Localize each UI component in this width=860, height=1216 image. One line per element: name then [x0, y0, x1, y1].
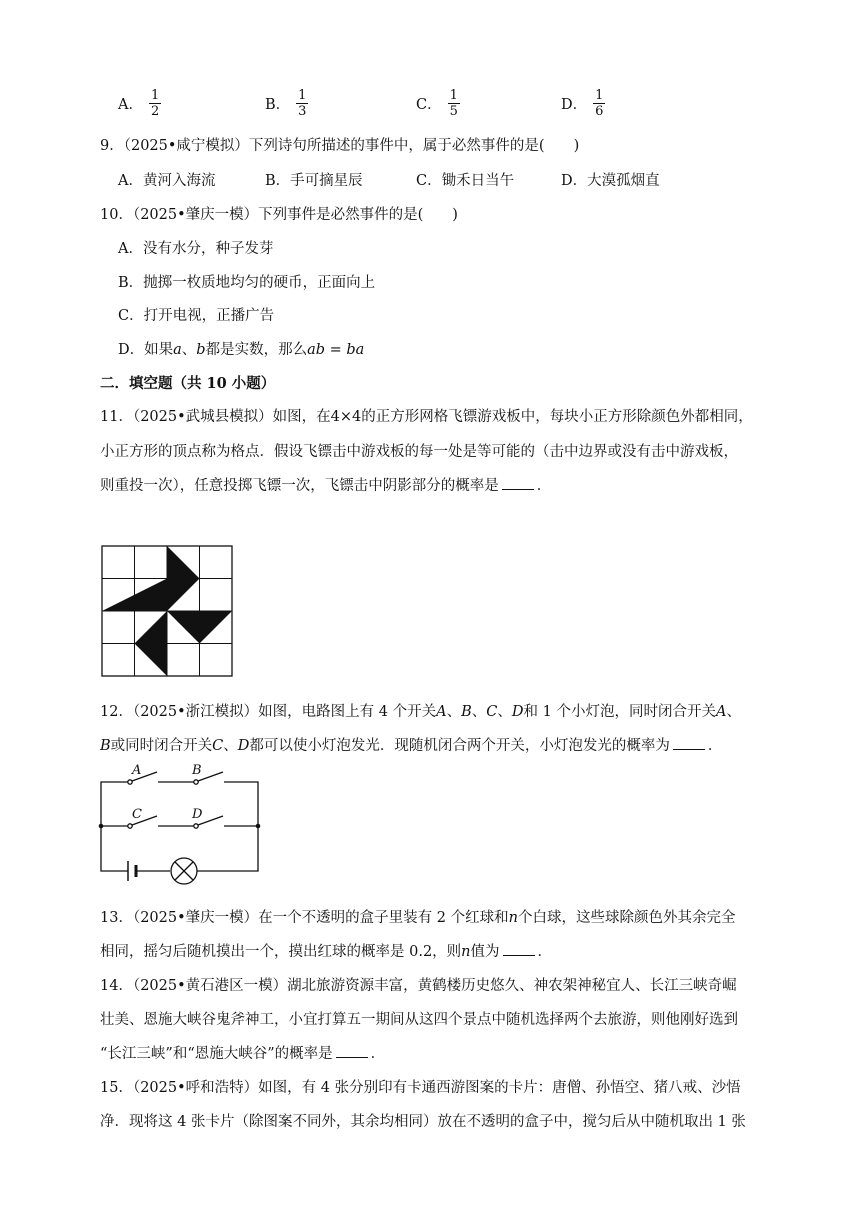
math-var: D	[237, 738, 250, 754]
switch-label-d: D	[192, 807, 203, 822]
fraction	[296, 88, 308, 119]
q9-stem: 9．（2025•咸宁模拟）下列诗句所描述的事件中，属于必然事件的是( )	[100, 138, 580, 154]
pinwheel-grid-figure	[100, 544, 234, 678]
junction-dot	[99, 824, 104, 829]
text: 的正方形网格飞镖游戏板中，每块小正方形除颜色外都相同，	[361, 409, 753, 425]
text: 值为	[470, 944, 500, 960]
numerator: 1	[449, 88, 458, 103]
math-expression: ab = ba	[307, 342, 365, 358]
switch-label-a: A	[132, 763, 142, 778]
q8-option-a[interactable]	[118, 88, 161, 119]
section-heading: 二．填空题（共 10 小题）	[100, 375, 276, 392]
text: 12．（2025•浙江模拟）如图，电路图上有 4 个开关	[100, 704, 437, 720]
math-var: n	[461, 944, 471, 960]
wire	[101, 826, 128, 871]
switch-label-b: B	[192, 763, 202, 778]
q9-option-b[interactable]: B．手可摘星辰	[265, 173, 363, 189]
q8-options	[118, 88, 758, 126]
option-letter: B．	[265, 97, 291, 113]
answer-blank[interactable]	[673, 737, 705, 750]
option-letter: D．	[561, 97, 588, 113]
text: 则重投一次），任意投掷飞镖一次，飞镖击中阴影部分的概率是	[100, 478, 499, 494]
numerator: 1	[150, 88, 160, 103]
wire	[197, 826, 258, 871]
q15-line-1: 15．（2025•呼和浩特）如图，有 4 张分别印有卡通西游图案的卡片：唐僧、孙悟空、猪八戒、沙悟	[100, 1080, 741, 1096]
switch-contact	[128, 780, 132, 784]
math-var: C	[212, 738, 224, 754]
separator: 、	[223, 738, 238, 754]
math-var: A	[715, 704, 727, 720]
numerator: 1	[298, 88, 307, 103]
math-var: n	[508, 910, 518, 926]
denominator: 3	[298, 104, 307, 119]
q10-option-d[interactable]	[118, 338, 364, 359]
text: ．	[707, 738, 723, 754]
shaded-triangle	[167, 611, 232, 644]
text: ．	[536, 478, 552, 494]
q10-option-a[interactable]: A．没有水分，种子发芽	[118, 241, 274, 257]
separator: 、	[471, 704, 487, 720]
math-var: A	[436, 704, 447, 720]
q9-option-d[interactable]: D．大漠孤烟直	[561, 173, 660, 189]
text: 13．（2025•肇庆一模）在一个不透明的盒子里装有 2 个红球和	[100, 910, 509, 926]
q11-line-3	[100, 474, 551, 495]
q9-option-c[interactable]: C．锄禾日当午	[416, 173, 515, 189]
q13-line-2	[100, 940, 552, 961]
numerator: 1	[595, 88, 604, 103]
text: 11．（2025•武城县模拟）如图，在	[100, 409, 331, 425]
q15-line-2: 净．现将这 4 张卡片（除图案不同外，其余均相同）放在不透明的盒子中，搅匀后从中随机取出 1 张	[100, 1114, 746, 1130]
text: 和 1 个小灯泡，同时闭合开关	[523, 704, 716, 720]
q8-option-c[interactable]	[416, 88, 460, 119]
math-var: b	[196, 342, 206, 358]
switch-contact	[194, 780, 198, 784]
q9-option-a[interactable]: A．黄河入海流	[118, 173, 216, 189]
text: 或同时闭合开关	[110, 738, 213, 754]
q8-option-d[interactable]	[561, 88, 605, 119]
answer-blank[interactable]	[336, 1045, 368, 1058]
switch-label-c: C	[132, 807, 142, 822]
q12-line-1	[100, 700, 741, 721]
denominator: 5	[449, 104, 458, 119]
answer-blank[interactable]	[503, 943, 535, 956]
separator: 、	[446, 704, 462, 720]
math-var: a	[173, 342, 182, 358]
option-text: D．如果	[118, 342, 174, 358]
math-var: C	[486, 704, 498, 720]
denominator: 2	[150, 104, 160, 119]
switch-contact	[128, 824, 132, 828]
text: 个白球，这些球除颜色外其余完全	[517, 910, 736, 926]
text: ．	[370, 1046, 386, 1062]
option-letter: C．	[416, 97, 442, 113]
q14-line-3	[100, 1042, 385, 1063]
math-var: B	[461, 704, 472, 720]
math-expression: 4×4	[330, 409, 362, 425]
math-var: D	[511, 704, 524, 720]
text: 相同，摇匀后随机摸出一个，摸出红球的概率是 0.2，则	[100, 944, 462, 960]
q10-option-c[interactable]: C．打开电视，正播广告	[118, 308, 275, 324]
q12-line-2	[100, 734, 722, 755]
switch-b-lever	[198, 772, 223, 781]
math-var: B	[100, 738, 111, 754]
denominator: 6	[595, 104, 604, 119]
option-text: 都是实数，那么	[205, 342, 308, 358]
option-letter: A．	[118, 97, 143, 113]
q13-line-1	[100, 906, 735, 927]
separator: 、	[726, 704, 741, 720]
junction-dot	[256, 824, 261, 829]
fraction	[593, 88, 605, 119]
text: ．	[537, 944, 553, 960]
wire	[224, 782, 258, 826]
q11-line-2: 小正方形的顶点称为格点．假设飞镖击中游戏板的每一处是等可能的（击中边界或没有击中游戏板，	[100, 444, 738, 460]
fraction	[448, 88, 460, 119]
q11-line-1	[100, 405, 753, 426]
wire	[101, 782, 128, 826]
shaded-triangle	[167, 546, 200, 611]
separator: 、	[497, 704, 512, 720]
q10-stem: 10．（2025•肇庆一模）下列事件是必然事件的是( )	[100, 207, 458, 223]
shaded-triangle	[135, 611, 168, 676]
separator: 、	[181, 342, 197, 358]
switch-contact	[194, 824, 198, 828]
text: 都可以使小灯泡发光．现随机闭合两个开关，小灯泡发光的概率为	[249, 738, 670, 754]
text: “长江三峡”和“恩施大峡谷”的概率是	[100, 1046, 333, 1062]
fraction	[149, 88, 161, 119]
q8-option-b[interactable]	[265, 88, 308, 119]
answer-blank[interactable]	[502, 477, 534, 490]
q14-line-1: 14．（2025•黄石港区一模）湖北旅游资源丰富，黄鹤楼历史悠久、神农架神秘宜人、长江三峡奇崛	[100, 978, 737, 994]
q14-line-2: 壮美、恩施大峡谷鬼斧神工，小宜打算五一期间从这四个景点中随机选择两个去旅游，则他刚好选到	[100, 1012, 738, 1028]
q10-option-b[interactable]: B．抛掷一枚质地均匀的硬币，正面向上	[118, 275, 376, 291]
circuit-diagram-figure	[95, 760, 270, 890]
